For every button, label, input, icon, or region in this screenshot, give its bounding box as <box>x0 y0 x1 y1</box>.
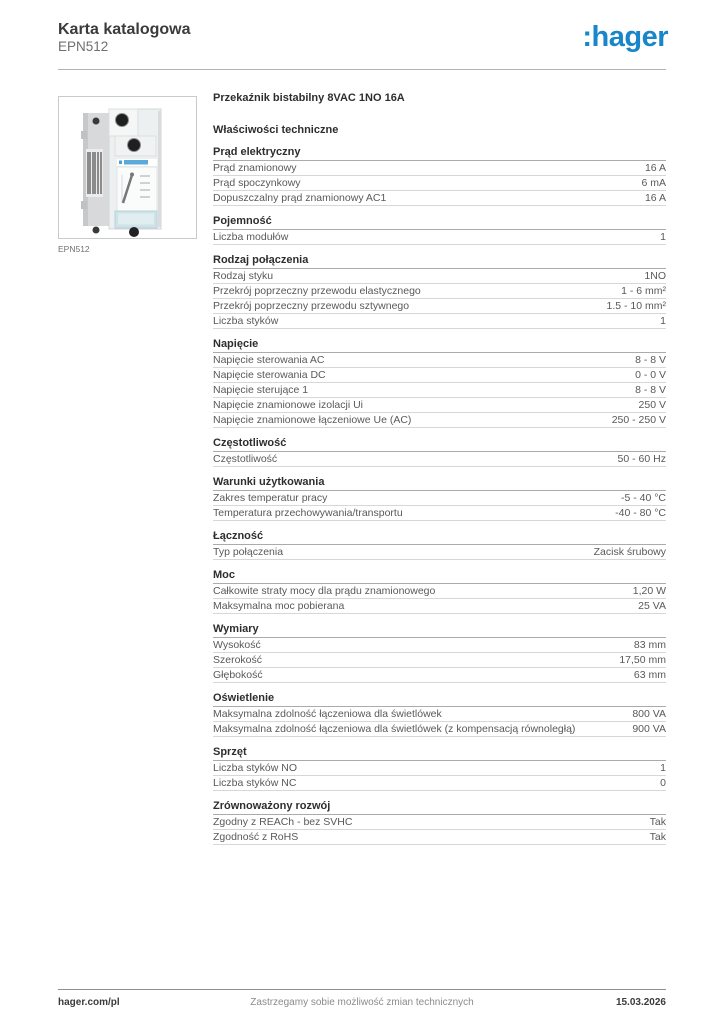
spec-label: Maksymalna zdolność łączeniowa dla świetlówek (z kompensacją równoległą) <box>213 722 576 735</box>
spec-label: Maksymalna moc pobierana <box>213 599 345 612</box>
spec-section <box>213 476 666 521</box>
spec-row <box>213 722 666 737</box>
spec-value: 1 <box>660 761 666 774</box>
spec-section-title: Częstotliwość <box>213 437 666 452</box>
spec-value: 900 VA <box>632 722 666 735</box>
spec-label: Całkowite straty mocy dla prądu znamionowego <box>213 584 436 597</box>
spec-label: Liczba styków NC <box>213 776 297 789</box>
spec-section-title: Pojemność <box>213 215 666 230</box>
spec-row <box>213 638 666 653</box>
main-content <box>58 92 666 845</box>
spec-section-title: Oświetlenie <box>213 692 666 707</box>
spec-section <box>213 746 666 791</box>
spec-row <box>213 353 666 368</box>
spec-section <box>213 623 666 683</box>
spec-label: Liczba modułów <box>213 230 289 243</box>
spec-value: Tak <box>649 830 666 843</box>
spec-row <box>213 584 666 599</box>
spec-label: Zgodny z REACh - bez SVHC <box>213 815 353 828</box>
spec-row <box>213 161 666 176</box>
spec-section-title: Wymiary <box>213 623 666 638</box>
product-image-caption: EPN512 <box>58 244 90 254</box>
spec-value: 800 VA <box>632 707 666 720</box>
spec-section-title: Moc <box>213 569 666 584</box>
spec-row <box>213 776 666 791</box>
spec-label: Typ połączenia <box>213 545 284 558</box>
spec-label: Prąd spoczynkowy <box>213 176 301 189</box>
spec-value: 6 mA <box>641 176 666 189</box>
spec-row <box>213 653 666 668</box>
spec-value: Tak <box>649 815 666 828</box>
product-code: EPN512 <box>58 39 109 54</box>
spec-value: 50 - 60 Hz <box>617 452 666 465</box>
product-image-column <box>58 92 213 845</box>
spec-label: Liczba styków <box>213 314 279 327</box>
spec-label: Maksymalna zdolność łączeniowa dla świetlówek <box>213 707 442 720</box>
spec-row <box>213 299 666 314</box>
spec-label: Rodzaj styku <box>213 269 274 282</box>
spec-section <box>213 800 666 845</box>
footer-website: hager.com/pl <box>58 997 120 1008</box>
spec-row <box>213 269 666 284</box>
spec-label: Przekrój poprzeczny przewodu sztywnego <box>213 299 410 312</box>
spec-section-title: Łączność <box>213 530 666 545</box>
spec-row <box>213 668 666 683</box>
footer-date: 15.03.2026 <box>615 997 666 1008</box>
spec-label: Napięcie sterowania DC <box>213 368 326 381</box>
spec-row <box>213 413 666 428</box>
spec-row <box>213 176 666 191</box>
spec-row <box>213 230 666 245</box>
spec-row <box>213 383 666 398</box>
spec-label: Temperatura przechowywania/transportu <box>213 506 403 519</box>
spec-value: 0 <box>660 776 666 789</box>
spec-section-title: Napięcie <box>213 338 666 353</box>
footer <box>58 989 666 1009</box>
spec-row <box>213 506 666 521</box>
spec-label: Głębokość <box>213 668 263 681</box>
spec-label: Napięcie sterowania AC <box>213 353 325 366</box>
product-title: Przekaźnik bistabilny 8VAC 1NO 16A <box>213 92 405 104</box>
spec-row <box>213 815 666 830</box>
spec-value: 1 - 6 mm² <box>621 284 666 297</box>
spec-row <box>213 830 666 845</box>
spec-value: 16 A <box>644 161 666 174</box>
spec-value: 83 mm <box>633 638 666 651</box>
spec-row <box>213 599 666 614</box>
spec-value: 250 V <box>638 398 666 411</box>
spec-section <box>213 569 666 614</box>
spec-value: 16 A <box>644 191 666 204</box>
spec-section-title: Zrównoważony rozwój <box>213 800 666 815</box>
specs-heading: Właściwości techniczne <box>213 124 339 136</box>
product-photo-icon <box>59 97 196 238</box>
product-image-frame <box>58 96 197 239</box>
spec-label: Dopuszczalny prąd znamionowy AC1 <box>213 191 387 204</box>
spec-label: Wysokość <box>213 638 261 651</box>
spec-value: 250 - 250 V <box>611 413 666 426</box>
spec-section-title: Prąd elektryczny <box>213 146 666 161</box>
spec-value: 1,20 W <box>632 584 666 597</box>
spec-label: Liczba styków NO <box>213 761 298 774</box>
spec-section-title: Warunki użytkowania <box>213 476 666 491</box>
spec-label: Prąd znamionowy <box>213 161 297 174</box>
spec-value: 8 - 8 V <box>635 383 666 396</box>
spec-value: 17,50 mm <box>619 653 666 666</box>
spec-section <box>213 215 666 245</box>
spec-value: 8 - 8 V <box>635 353 666 366</box>
spec-section <box>213 692 666 737</box>
spec-label: Przekrój poprzeczny przewodu elastycznego <box>213 284 421 297</box>
spec-row <box>213 191 666 206</box>
spec-label: Napięcie sterujące 1 <box>213 383 309 396</box>
spec-label: Szerokość <box>213 653 263 666</box>
spec-section <box>213 437 666 467</box>
header <box>58 20 668 55</box>
spec-row <box>213 707 666 722</box>
spec-row <box>213 314 666 329</box>
spec-value: 1NO <box>644 269 666 282</box>
spec-row <box>213 761 666 776</box>
spec-row <box>213 491 666 506</box>
spec-sections <box>213 146 666 845</box>
spec-row <box>213 398 666 413</box>
spec-section-title: Sprzęt <box>213 746 666 761</box>
spec-row <box>213 284 666 299</box>
spec-value: 1.5 - 10 mm² <box>606 299 666 312</box>
spec-value: 0 - 0 V <box>635 368 666 381</box>
spec-label: Częstotliwość <box>213 452 278 465</box>
spec-section <box>213 146 666 206</box>
spec-value: -5 - 40 °C <box>620 491 666 504</box>
spec-value: 1 <box>660 314 666 327</box>
spec-value: 25 VA <box>638 599 666 612</box>
spec-row <box>213 368 666 383</box>
hager-logo-icon: :hager <box>582 21 668 53</box>
spec-section <box>213 254 666 329</box>
spec-label: Napięcie znamionowe izolacji Ui <box>213 398 363 411</box>
footer-disclaimer: Zastrzegamy sobie możliwość zmian technicznych <box>250 997 474 1008</box>
spec-value: 63 mm <box>633 668 666 681</box>
spec-row <box>213 452 666 467</box>
spec-value: Zacisk śrubowy <box>593 545 666 558</box>
spec-value: -40 - 80 °C <box>615 506 666 519</box>
spec-value: 1 <box>660 230 666 243</box>
spec-section <box>213 530 666 560</box>
spec-row <box>213 545 666 560</box>
header-divider <box>58 69 666 70</box>
specs-column <box>213 92 666 845</box>
doc-type-title: Karta katalogowa <box>58 21 191 38</box>
spec-label: Zakres temperatur pracy <box>213 491 328 504</box>
spec-section <box>213 338 666 428</box>
spec-section-title: Rodzaj połączenia <box>213 254 666 269</box>
spec-label: Napięcie znamionowe łączeniowe Ue (AC) <box>213 413 412 426</box>
header-titles <box>58 20 190 55</box>
spec-label: Zgodność z RoHS <box>213 830 299 843</box>
